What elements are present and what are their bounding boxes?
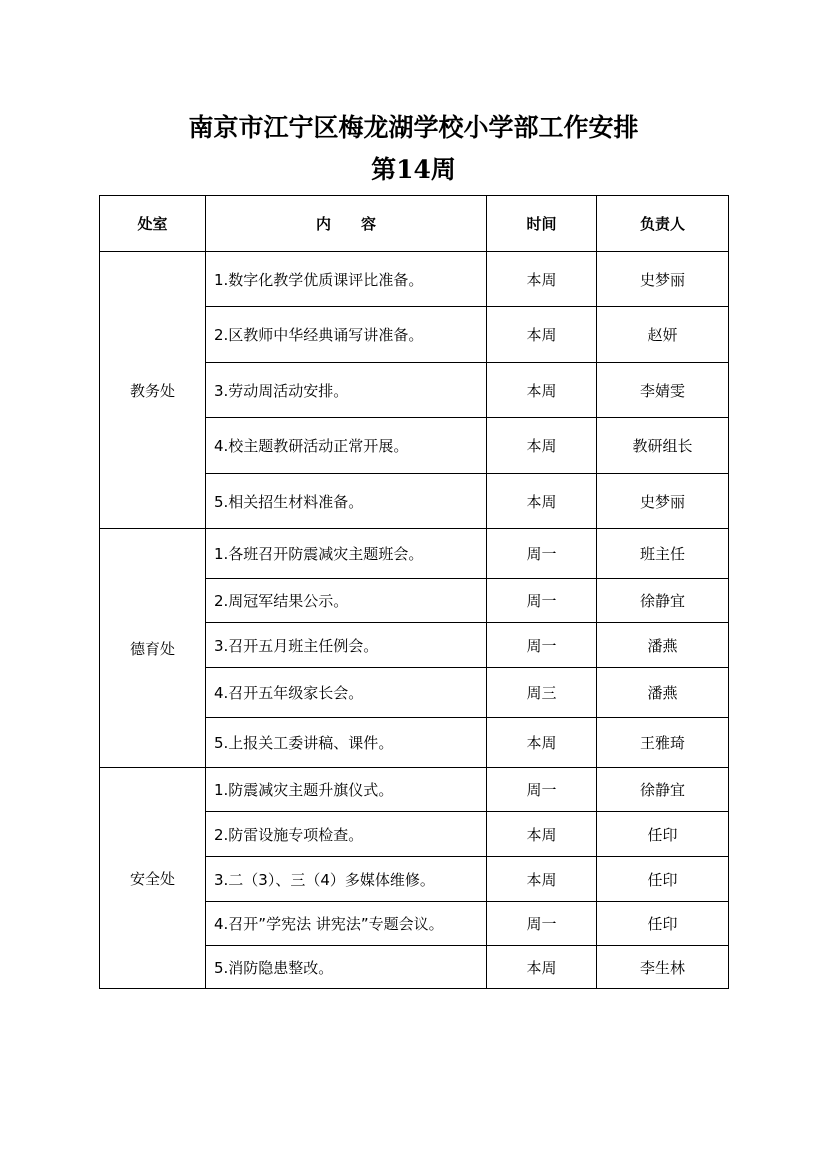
person-cell: 史梦丽 bbox=[597, 252, 729, 307]
time-cell: 本周 bbox=[487, 857, 597, 902]
document-title: 南京市江宁区梅龙湖学校小学部工作安排 bbox=[188, 113, 639, 142]
person-cell: 徐静宜 bbox=[597, 579, 729, 623]
table-body bbox=[100, 252, 729, 989]
header-content: 内 容 bbox=[206, 196, 487, 252]
header-dept: 处室 bbox=[100, 196, 206, 252]
dept-cell: 教务处 bbox=[100, 252, 206, 529]
person-cell: 李婧雯 bbox=[597, 363, 729, 418]
content-cell: 3.二（3）、三（4）多媒体维修。 bbox=[206, 857, 487, 902]
person-cell: 潘燕 bbox=[597, 623, 729, 668]
content-cell: 5.相关招生材料准备。 bbox=[206, 474, 487, 529]
time-cell: 本周 bbox=[487, 252, 597, 307]
schedule-table bbox=[99, 195, 729, 989]
person-cell: 班主任 bbox=[597, 529, 729, 579]
time-cell: 本周 bbox=[487, 363, 597, 418]
time-cell: 周一 bbox=[487, 529, 597, 579]
dept-cell: 安全处 bbox=[100, 768, 206, 989]
header-person: 负责人 bbox=[597, 196, 729, 252]
content-cell: 1.防震减灾主题升旗仪式。 bbox=[206, 768, 487, 812]
person-cell: 任印 bbox=[597, 902, 729, 946]
content-cell: 5.消防隐患整改。 bbox=[206, 946, 487, 989]
time-cell: 本周 bbox=[487, 418, 597, 474]
content-cell: 1.数字化教学优质课评比准备。 bbox=[206, 252, 487, 307]
time-cell: 本周 bbox=[487, 812, 597, 857]
time-cell: 本周 bbox=[487, 474, 597, 529]
person-cell: 史梦丽 bbox=[597, 474, 729, 529]
time-cell: 本周 bbox=[487, 718, 597, 768]
dept-cell: 德育处 bbox=[100, 529, 206, 768]
content-cell: 4.召开五年级家长会。 bbox=[206, 668, 487, 718]
content-cell: 2.周冠军结果公示。 bbox=[206, 579, 487, 623]
person-cell: 任印 bbox=[597, 857, 729, 902]
time-cell: 周一 bbox=[487, 579, 597, 623]
person-cell: 李生林 bbox=[597, 946, 729, 989]
person-cell: 徐静宜 bbox=[597, 768, 729, 812]
person-cell: 任印 bbox=[597, 812, 729, 857]
time-cell: 周三 bbox=[487, 668, 597, 718]
person-cell: 教研组长 bbox=[597, 418, 729, 474]
table-row bbox=[100, 768, 729, 812]
content-cell: 2.防雷设施专项检查。 bbox=[206, 812, 487, 857]
content-cell: 1.各班召开防震减灾主题班会。 bbox=[206, 529, 487, 579]
content-cell: 5.上报关工委讲稿、课件。 bbox=[206, 718, 487, 768]
time-cell: 周一 bbox=[487, 768, 597, 812]
person-cell: 潘燕 bbox=[597, 668, 729, 718]
content-cell: 3.劳动周活动安排。 bbox=[206, 363, 487, 418]
table-header-row bbox=[100, 196, 729, 252]
header-time: 时间 bbox=[487, 196, 597, 252]
time-cell: 本周 bbox=[487, 307, 597, 363]
content-cell: 2.区教师中华经典诵写讲准备。 bbox=[206, 307, 487, 363]
content-cell: 4.召开”学宪法 讲宪法”专题会议。 bbox=[206, 902, 487, 946]
time-cell: 周一 bbox=[487, 623, 597, 668]
person-cell: 赵妍 bbox=[597, 307, 729, 363]
week-subtitle: 第14周 bbox=[371, 155, 456, 184]
table-row bbox=[100, 529, 729, 579]
content-cell: 4.校主题教研活动正常开展。 bbox=[206, 418, 487, 474]
person-cell: 王雅琦 bbox=[597, 718, 729, 768]
time-cell: 本周 bbox=[487, 946, 597, 989]
content-cell: 3.召开五月班主任例会。 bbox=[206, 623, 487, 668]
time-cell: 周一 bbox=[487, 902, 597, 946]
table-row bbox=[100, 252, 729, 307]
